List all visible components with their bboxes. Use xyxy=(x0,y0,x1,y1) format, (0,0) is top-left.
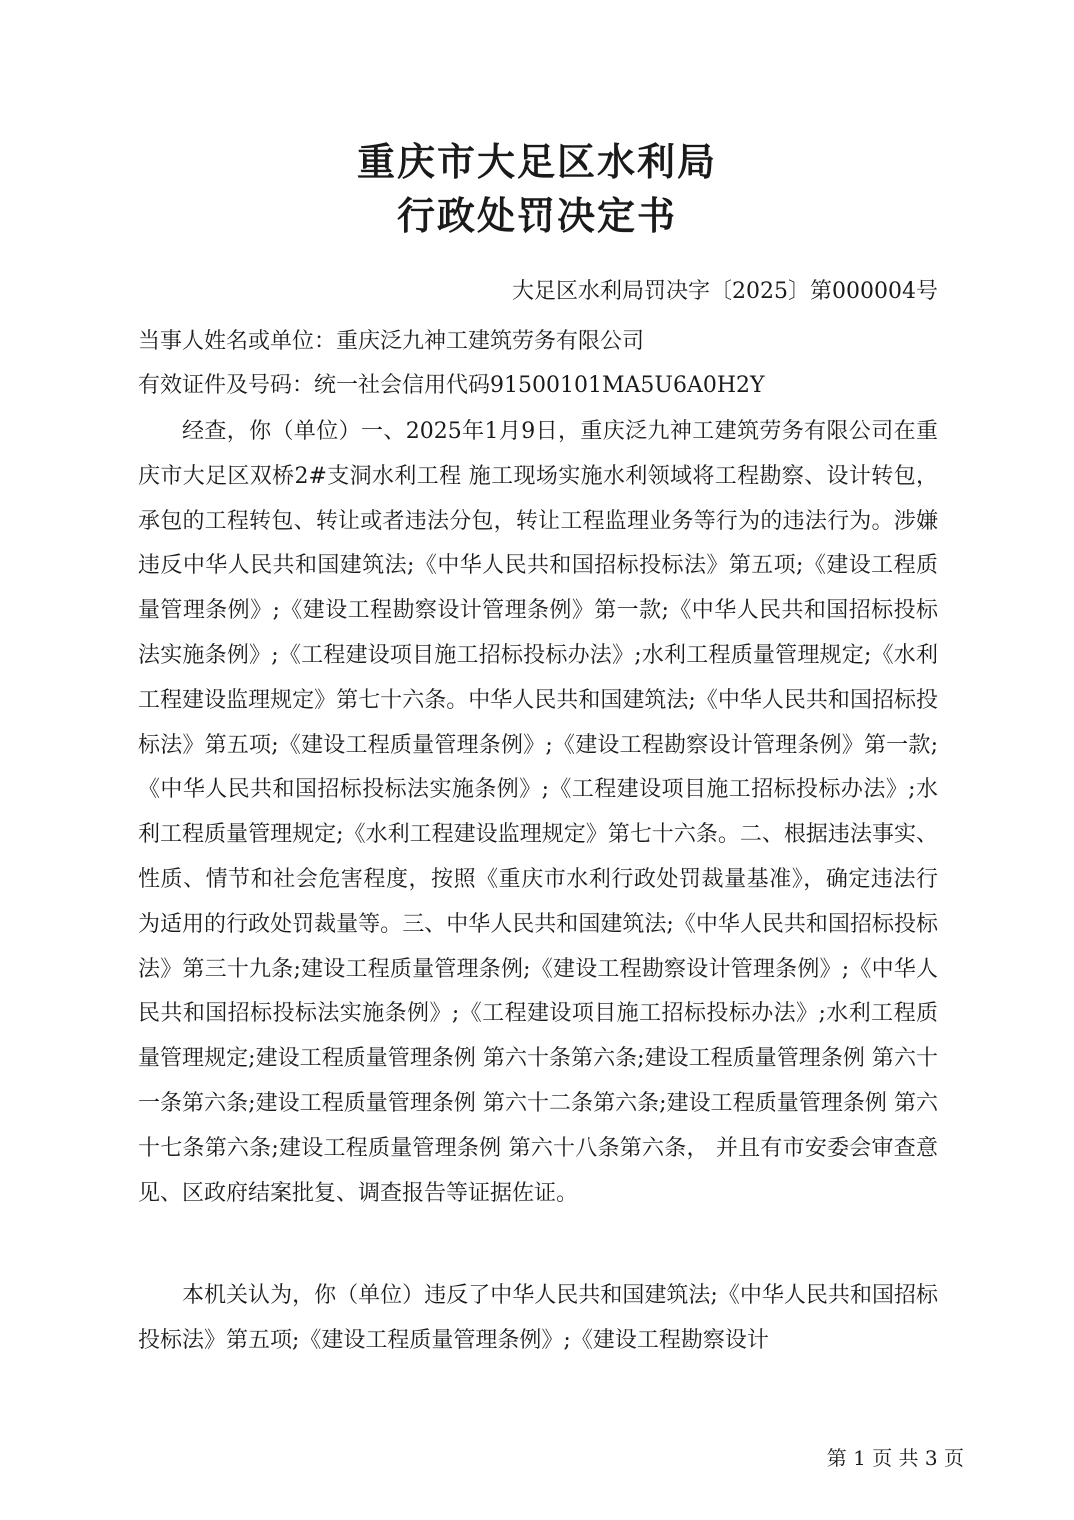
paragraph-text: 经查，你（单位）一、2025年1月9日，重庆泛九神工建筑劳务有限公司在重庆市大足区双桥2#支洞水利工程 施工现场实施水利领域将工程勘察、设计转包，承包的工程转包、转让或者违法分包，转让工程监理业务等行为的违法行为。涉嫌违反中华人民共和国建筑法;《中华人民共和国招标投标法》第五项;《建设工程质量管理条例》;《建设工程勘察设计管理条例》第一款;《中华人民共和国招标投标法实施条例》;《工程建设项目施工招标投标办法》;水利工程质量管理规定;《水利工程建设监理规定》第七十六条。中华人民共和国建筑法;《中华人民共和国招标投标法》第五项;《建设工程质量管理条例》;《建设工程勘察设计管理条例》第一款;《中华人民共和国招标投标法实施条例》;《工程建设项目施工招标投标办法》;水利工程质量管理规定;《水利工程建设监理规定》第七十六条。二、根据违法事实、性质、情节和社会危害程度，按照《重庆市水利行政处罚裁量基准》，确定违法行为适用的行政处罚裁量等。三、中华人民共和国建筑法;《中华人民共和国招标投标法》第三十九条;建设工程质量管理条例;《建设工程勘察设计管理条例》;《中华人民共和国招标投标法实施条例》;《工程建设项目施工招标投标办法》;水利工程质量管理规定;建设工程质量管理条例 第六十条第六条;建设工程质量管理条例 第六十一条第六条;建设工程质量管理条例 第六十二条第六条;建设工程质量管理条例 第六十七条第六条;建设工程质量管理条例 第六十八条第六条， 并且有市安委会审查意见、区政府结案批复、调查报告等证据佐证。 xyxy=(138,419,938,1206)
certificate-line xyxy=(138,366,765,406)
certificate-number: 统一社会信用代码91500101MA5U6A0H2Y xyxy=(314,373,765,398)
document-title-agency: 重庆市大足区水利局 xyxy=(356,139,717,184)
document-number: 大足区水利局罚决字〔2025〕第000004号 xyxy=(512,279,938,304)
party-label: 当事人姓名或单位： xyxy=(138,329,337,354)
party-name: 重庆泛九神工建筑劳务有限公司 xyxy=(336,329,645,354)
party-line xyxy=(138,322,644,362)
certificate-label: 有效证件及号码： xyxy=(138,373,315,398)
page-number: 第 1 页 共 3 页 xyxy=(826,1446,964,1470)
document-title-type: 行政处罚决定书 xyxy=(396,193,677,238)
conclusion-paragraph xyxy=(138,1274,938,1364)
paragraph-text: 本机关认为，你（单位）违反了中华人民共和国建筑法;《中华人民共和国招标投标法》第五项;《建设工程质量管理条例》;《建设工程勘察设计 xyxy=(138,1283,938,1353)
investigation-paragraph xyxy=(138,410,938,1216)
